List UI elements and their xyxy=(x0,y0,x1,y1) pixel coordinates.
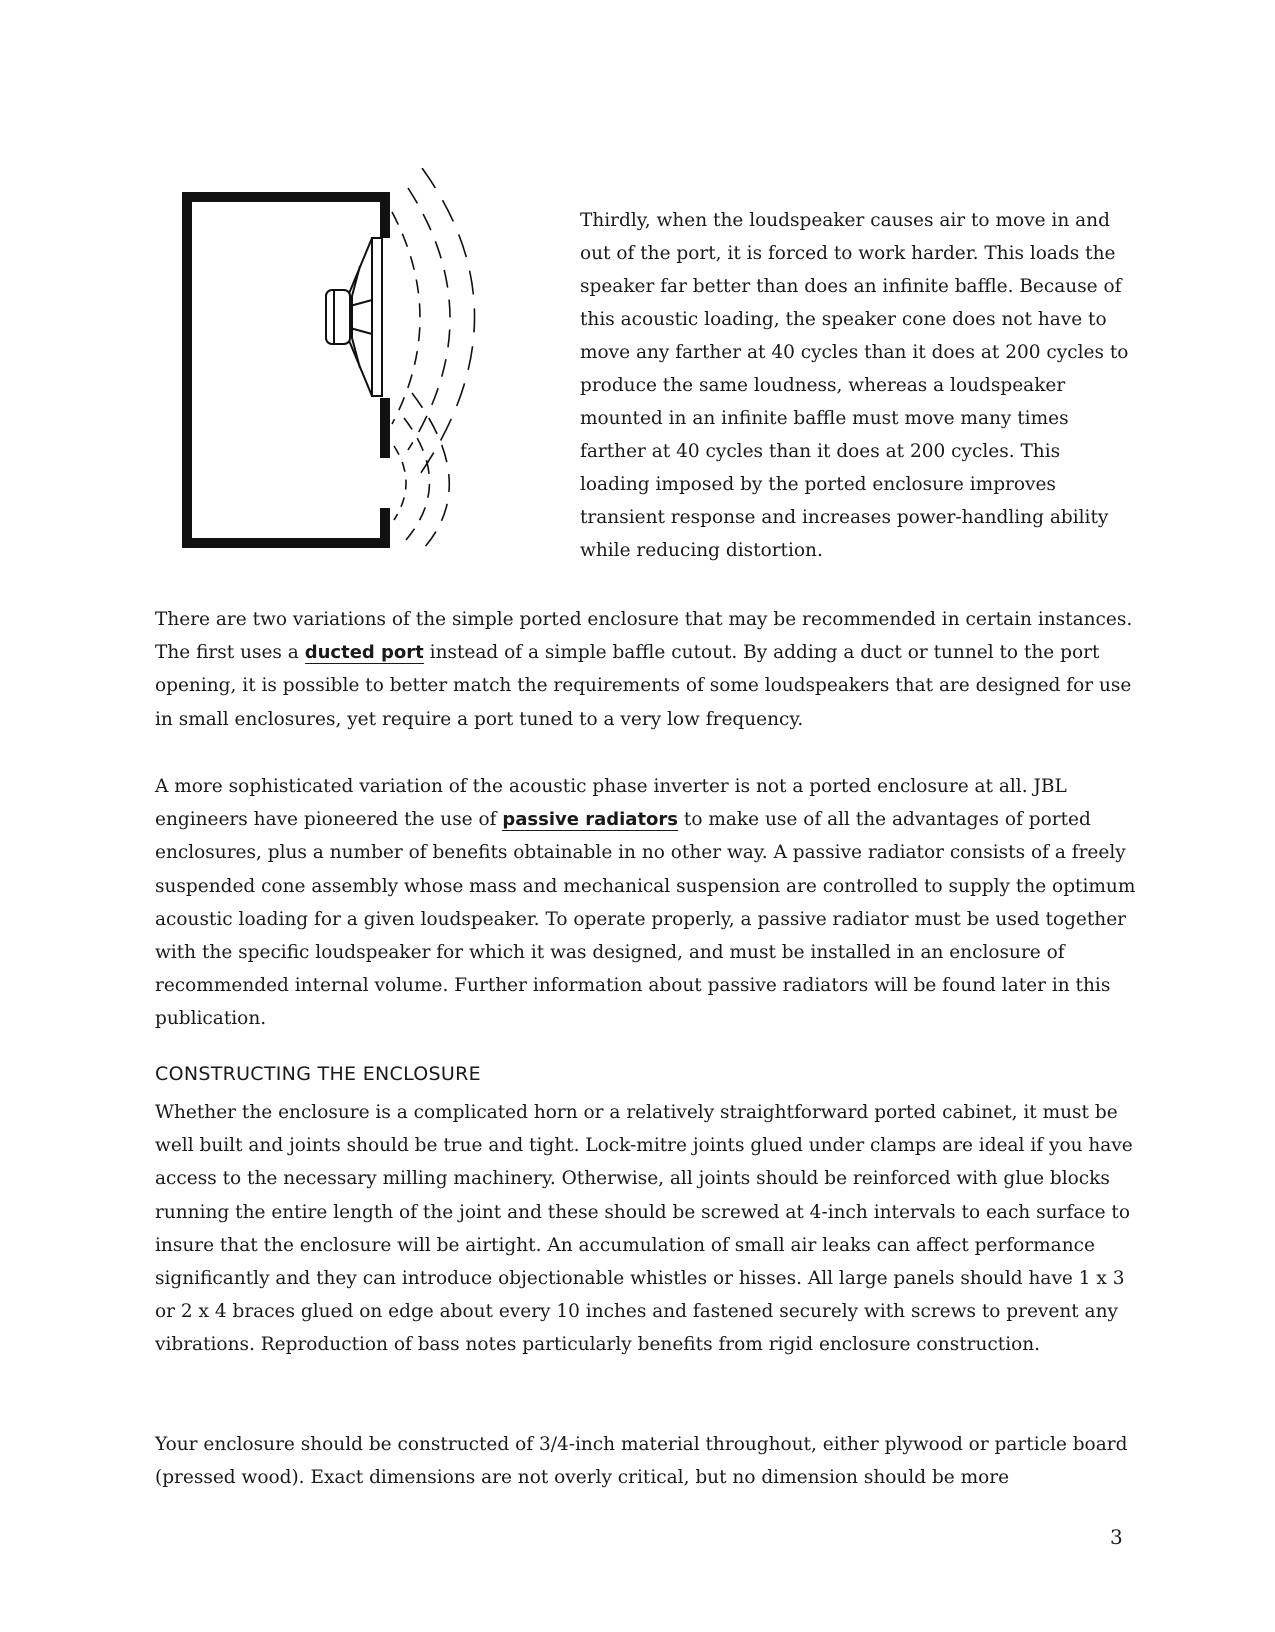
text-run: There are two variations of the simple ported enclosure that may be recommended in certain instances. The first uses a xyxy=(155,609,1133,664)
text-run: A more sophisticated variation of the acoustic phase inverter is not a ported enclosure at all. JBL engineers have pioneered the use of xyxy=(155,776,1067,831)
material-paragraph: Your enclosure should be constructed of 3/4-inch material throughout, either plywood or particle board (pressed wood). Exact dimensions are not overly critical, but no dimension should be more xyxy=(155,1434,1128,1489)
passive-radiators-term: passive radiators xyxy=(502,809,679,831)
driver-sound-waves xyxy=(392,168,475,480)
ducted-port-paragraph xyxy=(155,603,1140,736)
text-run: instead of a simple baffle cutout. By adding a duct or tunnel to the port opening, it is possible to better match the requirements of some loudspeakers that are designed for use in small enclosures, yet require a port tuned to a very low frequency. xyxy=(155,642,1132,730)
construction-paragraph: Whether the enclosure is a complicated horn or a relatively straightforward ported cabinet, it must be well built and joints should be true and tight. Lock-mitre joints glued under clamps are ideal if you have access to the necessary milling machinery. Otherwise, all joints should be reinforced with glue blocks running the entire length of the joint and these should be screwed at 4-inch intervals to each surface to insure that the enclosure will be airtight. An accumulation of small air leaks can affect performance significantly and they can introduce objectionable whistles or hisses. All large panels should have 1 x 3 or 2 x 4 braces glued on edge about every 10 inches and fastened securely with screws to prevent any vibrations. Reproduction of bass notes particularly benefits from rigid enclosure construction. xyxy=(155,1102,1133,1356)
intro-paragraph: Thirdly, when the loudspeaker causes air to move in and out of the port, it is forced to work harder. This loads the speaker far better than does an infinite baffle. Because of this acoustic loading, the speaker cone does not have to move any farther at 40 cycles than it does at 200 cycles to produce the same loudness, whereas a loudspeaker mounted in an infinite baffle must move many times farther at 40 cycles than it does at 200 cycles. This loading imposed by the ported enclosure improves transient response and increases power-handling ability while reducing distortion. xyxy=(580,210,1129,561)
port-opening xyxy=(379,458,391,508)
section-heading: CONSTRUCTING THE ENCLOSURE xyxy=(155,1063,481,1085)
loudspeaker-driver xyxy=(326,238,382,396)
passive-radiator-paragraph xyxy=(155,770,1140,1036)
enclosure-cabinet xyxy=(182,192,390,548)
text-run: to make use of all the advantages of ported enclosures, plus a number of benefits obtainable in no other way. A passive radiator consists of a freely suspended cone assembly whose mass and mechanical suspension are controlled to supply the optimum acoustic loading for a given loudspeaker. To operate properly, a passive radiator must be used together with the specific loudspeaker for which it was designed, and must be installed in an enclosure of recommended internal volume. Further information about passive radiators will be found later in this publication. xyxy=(155,809,1136,1030)
ported-enclosure-diagram xyxy=(180,168,550,568)
ducted-port-term: ducted port xyxy=(304,642,424,664)
page-number: 3 xyxy=(1110,1525,1123,1549)
